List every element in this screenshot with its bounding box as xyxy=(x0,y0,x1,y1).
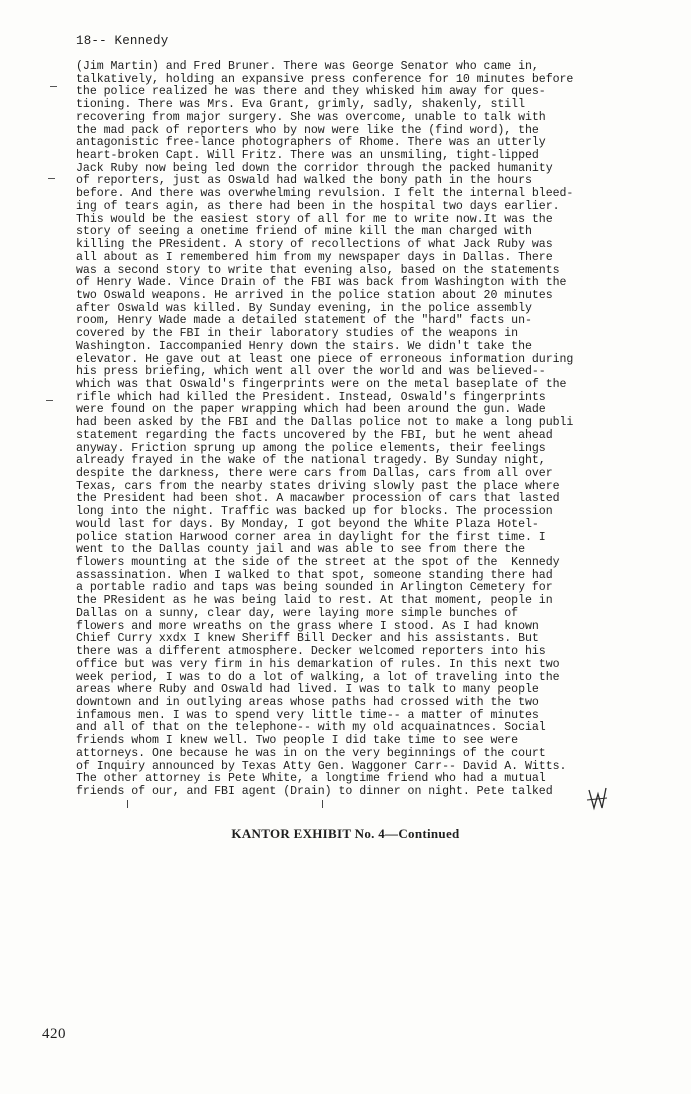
margin-mark xyxy=(48,178,55,179)
text-line: flowers and more wreaths on the grass where I stood. As I had known xyxy=(76,619,539,633)
margin-mark xyxy=(46,400,53,401)
text-line: Washington. Iaccompanied Henry down the stairs. We didn't take the xyxy=(76,339,532,353)
text-line: areas where Ruby and Oswald had lived. I was to talk to many people xyxy=(76,683,539,697)
text-line: covered by the FBI in their laboratory studies of the weapons in xyxy=(76,327,519,341)
text-line: story of seeing a onetime friend of mine kill the man charged with xyxy=(76,225,532,239)
text-line: infamous men. I was to spend very little time-- a matter of minutes xyxy=(76,708,539,722)
margin-tick xyxy=(322,800,323,808)
text-line: talkatively, holding an expansive press conference for 10 minutes before xyxy=(76,72,574,86)
typed-body-text xyxy=(76,61,676,799)
text-line: statement regarding the facts uncovered by the FBI, but he went ahead xyxy=(76,428,553,442)
text-line: (Jim Martin) and Fred Bruner. There was George Senator who came in, xyxy=(76,60,539,73)
handwritten-initials xyxy=(586,786,608,812)
text-line: The other attorney is Pete White, a longtime friend who had a mutual xyxy=(76,772,546,786)
text-line: the police realized he was there and they whisked him away for ques- xyxy=(76,85,546,99)
page-header: 18-- Kennedy xyxy=(76,34,169,48)
text-line: antagonistic free-lance photographers of Rhome. There was an utterly xyxy=(76,136,546,150)
text-line: was a second story to write that evening also, based on the statements xyxy=(76,263,560,277)
text-line: friends of our, and FBI agent (Drain) to dinner on night. Pete talked xyxy=(76,784,553,798)
text-line: elevator. He gave out at least one piece of erroneous information during xyxy=(76,352,574,366)
page-number: 420 xyxy=(42,1026,66,1042)
text-line: ing of tears agin, as there had been in the hospital two days earlier. xyxy=(76,199,560,213)
text-line: Texas, cars from the nearby states driving slowly past the place where xyxy=(76,479,560,493)
text-line: rifle which had killed the President. Instead, Oswald's fingerprints xyxy=(76,390,546,404)
text-line: Jack Ruby now being led down the corridor through the packed humanity xyxy=(76,161,553,175)
text-line: long into the night. Traffic was backed up for blocks. The procession xyxy=(76,505,553,519)
text-line: all about as I remembered him from my newspaper days in Dallas. There xyxy=(76,250,553,264)
text-line: went to the Dallas county jail and was able to see from there the xyxy=(76,543,525,557)
text-line: of reporters, just as Oswald had walked the bony path in the hours xyxy=(76,174,532,188)
text-line: and all of that on the telephone-- with my old acquainatnces. Social xyxy=(76,721,546,735)
text-line: the PResident as he was being laid to rest. At that moment, people in xyxy=(76,594,553,608)
text-line: of Inquiry announced by Texas Atty Gen. Waggoner Carr-- David A. Witts. xyxy=(76,759,567,773)
text-line: anyway. Friction sprung up among the police elements, their feelings xyxy=(76,441,546,455)
text-line: office but was very firm in his demarkation of rules. In this next two xyxy=(76,657,560,671)
text-line: the mad pack of reporters who by now were like the (find word), the xyxy=(76,123,539,137)
text-line: which was that Oswald's fingerprints were on the metal baseplate of the xyxy=(76,377,567,391)
text-line: heart-broken Capt. Will Fritz. There was an unsmiling, tight-lipped xyxy=(76,149,539,163)
text-line: there was a different atmosphere. Decker welcomed reporters into his xyxy=(76,645,546,659)
text-line: a portable radio and taps was being sounded in Arlington Cemetery for xyxy=(76,581,553,595)
text-line: Dallas on a sunny, clear day, were laying more simple bunches of xyxy=(76,606,519,620)
text-line: killing the PResident. A story of recollections of what Jack Ruby was xyxy=(76,238,553,252)
text-line: would last for days. By Monday, I got beyond the White Plaza Hotel- xyxy=(76,517,539,531)
text-line: after Oswald was killed. By Sunday evening, in the police assembly xyxy=(76,301,532,315)
text-line: room, Henry Wade made a detailed statement of the "hard" facts un- xyxy=(76,314,532,328)
text-line: week period, I was to do a lot of walking, a lot of traveling into the xyxy=(76,670,560,684)
text-line: police station Harwood corner area in daylight for the first time. I xyxy=(76,530,546,544)
text-line: before. And there was overwhelming revulsion. I felt the internal bleed- xyxy=(76,187,574,201)
text-line: tioning. There was Mrs. Eva Grant, grimly, sadly, shakenly, still xyxy=(76,98,525,112)
text-line: downtown and in outlying areas whose paths had crossed with the two xyxy=(76,695,539,709)
text-line: two Oswald weapons. He arrived in the police station about 20 minutes xyxy=(76,288,553,302)
text-line: recovering from major surgery. She was overcome, unable to talk with xyxy=(76,110,546,124)
text-line: despite the darkness, there were cars from Dallas, cars from all over xyxy=(76,467,553,480)
exhibit-caption: KANTOR EXHIBIT No. 4—Continued xyxy=(231,826,460,841)
text-line: were found on the paper wrapping which had been around the gun. Wade xyxy=(76,403,546,417)
text-line: Chief Curry xxdx I knew Sheriff Bill Decker and his assistants. But xyxy=(76,632,539,646)
text-line: friends whom I knew well. Two people I did take time to see were xyxy=(76,734,519,748)
text-line: his press briefing, which went all over the world and was believed-- xyxy=(76,365,546,379)
margin-mark xyxy=(50,86,57,87)
text-line: of Henry Wade. Vince Drain of the FBI was back from Washington with the xyxy=(76,276,567,290)
text-line: the President had been shot. A macawber procession of cars that lasted xyxy=(76,492,560,506)
text-line: assassination. When I walked to that spot, someone standing there had xyxy=(76,568,553,582)
text-line: already frayed in the wake of the national tragedy. By Sunday night, xyxy=(76,454,546,468)
text-line: had been asked by the FBI and the Dallas police not to make a long publi xyxy=(76,416,574,430)
text-line: This would be the easiest story of all for me to write now.It was the xyxy=(76,212,553,226)
text-line: attorneys. One because he was in on the very beginnings of the court xyxy=(76,746,546,760)
text-line: flowers mounting at the side of the street at the spot of the Kennedy xyxy=(76,556,560,570)
margin-tick xyxy=(127,800,128,808)
